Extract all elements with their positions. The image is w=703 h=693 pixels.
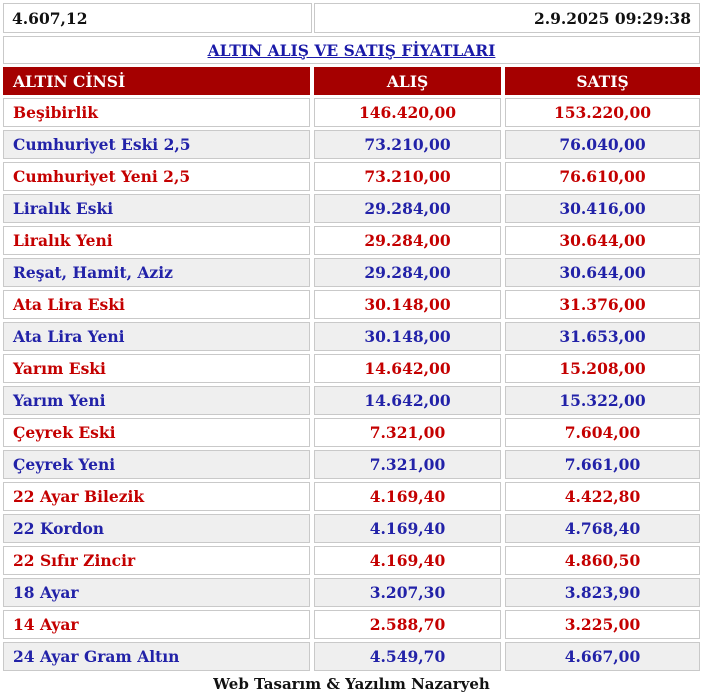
- gold-type-cell: 22 Ayar Bilezik: [3, 482, 310, 511]
- gold-type-cell: 14 Ayar: [3, 610, 310, 639]
- buy-price-cell: 29.284,00: [314, 226, 501, 255]
- sell-price-cell: 4.422,80: [505, 482, 700, 511]
- buy-price-cell: 14.642,00: [314, 354, 501, 383]
- table-row: [3, 194, 700, 223]
- sell-price-cell: 7.604,00: [505, 418, 700, 447]
- table-row: [3, 258, 700, 287]
- gold-type-cell: Cumhuriyet Yeni 2,5: [3, 162, 310, 191]
- table-row: [3, 514, 700, 543]
- buy-price-cell: 73.210,00: [314, 130, 501, 159]
- update-datetime: 2.9.2025 09:29:38: [314, 3, 700, 33]
- buy-price-cell: 30.148,00: [314, 290, 501, 319]
- sell-price-cell: 4.667,00: [505, 642, 700, 671]
- gold-type-cell: Cumhuriyet Eski 2,5: [3, 130, 310, 159]
- buy-price-cell: 2.588,70: [314, 610, 501, 639]
- buy-price-cell: 73.210,00: [314, 162, 501, 191]
- table-row: [3, 98, 700, 127]
- gold-type-cell: Liralık Yeni: [3, 226, 310, 255]
- sell-price-cell: 4.860,50: [505, 546, 700, 575]
- table-row: [3, 162, 700, 191]
- buy-price-cell: 29.284,00: [314, 194, 501, 223]
- sell-price-cell: 3.225,00: [505, 610, 700, 639]
- gold-type-cell: Ata Lira Yeni: [3, 322, 310, 351]
- buy-price-cell: 14.642,00: [314, 386, 501, 415]
- sell-price-cell: 30.644,00: [505, 258, 700, 287]
- sell-price-cell: 30.416,00: [505, 194, 700, 223]
- table-row: [3, 546, 700, 575]
- sell-price-cell: 15.208,00: [505, 354, 700, 383]
- buy-price-cell: 7.321,00: [314, 450, 501, 479]
- gold-type-cell: Yarım Yeni: [3, 386, 310, 415]
- table-row: [3, 642, 700, 671]
- table-row: [3, 226, 700, 255]
- table-body: [3, 98, 700, 671]
- column-header-buy: ALIŞ: [314, 67, 501, 95]
- buy-price-cell: 4.169,40: [314, 482, 501, 511]
- table-row: [3, 130, 700, 159]
- sell-price-cell: 153.220,00: [505, 98, 700, 127]
- table-header: [3, 67, 700, 95]
- gold-type-cell: 22 Sıfır Zincir: [3, 546, 310, 575]
- top-bar: [3, 3, 700, 33]
- table-row: [3, 450, 700, 479]
- gold-type-cell: Yarım Eski: [3, 354, 310, 383]
- reference-value: 4.607,12: [3, 3, 312, 33]
- sell-price-cell: 76.610,00: [505, 162, 700, 191]
- table-row: [3, 418, 700, 447]
- buy-price-cell: 146.420,00: [314, 98, 501, 127]
- buy-price-cell: 4.169,40: [314, 546, 501, 575]
- sell-price-cell: 7.661,00: [505, 450, 700, 479]
- gold-type-cell: 18 Ayar: [3, 578, 310, 607]
- buy-price-cell: 30.148,00: [314, 322, 501, 351]
- column-header-type: ALTIN CİNSİ: [3, 67, 310, 95]
- table-row: [3, 322, 700, 351]
- sell-price-cell: 31.653,00: [505, 322, 700, 351]
- table-row: [3, 290, 700, 319]
- sell-price-cell: 30.644,00: [505, 226, 700, 255]
- sell-price-cell: 15.322,00: [505, 386, 700, 415]
- buy-price-cell: 3.207,30: [314, 578, 501, 607]
- gold-type-cell: 22 Kordon: [3, 514, 310, 543]
- buy-price-cell: 4.549,70: [314, 642, 501, 671]
- table-row: [3, 386, 700, 415]
- title-bar: [3, 36, 700, 64]
- table-row: [3, 482, 700, 511]
- page-title-link[interactable]: ALTIN ALIŞ VE SATIŞ FİYATLARI: [207, 40, 496, 60]
- gold-type-cell: Çeyrek Yeni: [3, 450, 310, 479]
- buy-price-cell: 29.284,00: [314, 258, 501, 287]
- price-board: [3, 3, 700, 671]
- gold-type-cell: Beşibirlik: [3, 98, 310, 127]
- table-row: [3, 354, 700, 383]
- table-row: [3, 610, 700, 639]
- gold-type-cell: Çeyrek Eski: [3, 418, 310, 447]
- buy-price-cell: 4.169,40: [314, 514, 501, 543]
- sell-price-cell: 3.823,90: [505, 578, 700, 607]
- gold-type-cell: Liralık Eski: [3, 194, 310, 223]
- sell-price-cell: 4.768,40: [505, 514, 700, 543]
- sell-price-cell: 31.376,00: [505, 290, 700, 319]
- sell-price-cell: 76.040,00: [505, 130, 700, 159]
- buy-price-cell: 7.321,00: [314, 418, 501, 447]
- footer-credit: Web Tasarım & Yazılım Nazaryeh: [213, 675, 490, 693]
- gold-type-cell: 24 Ayar Gram Altın: [3, 642, 310, 671]
- gold-type-cell: Reşat, Hamit, Aziz: [3, 258, 310, 287]
- table-row: [3, 578, 700, 607]
- column-header-sell: SATIŞ: [505, 67, 700, 95]
- gold-type-cell: Ata Lira Eski: [3, 290, 310, 319]
